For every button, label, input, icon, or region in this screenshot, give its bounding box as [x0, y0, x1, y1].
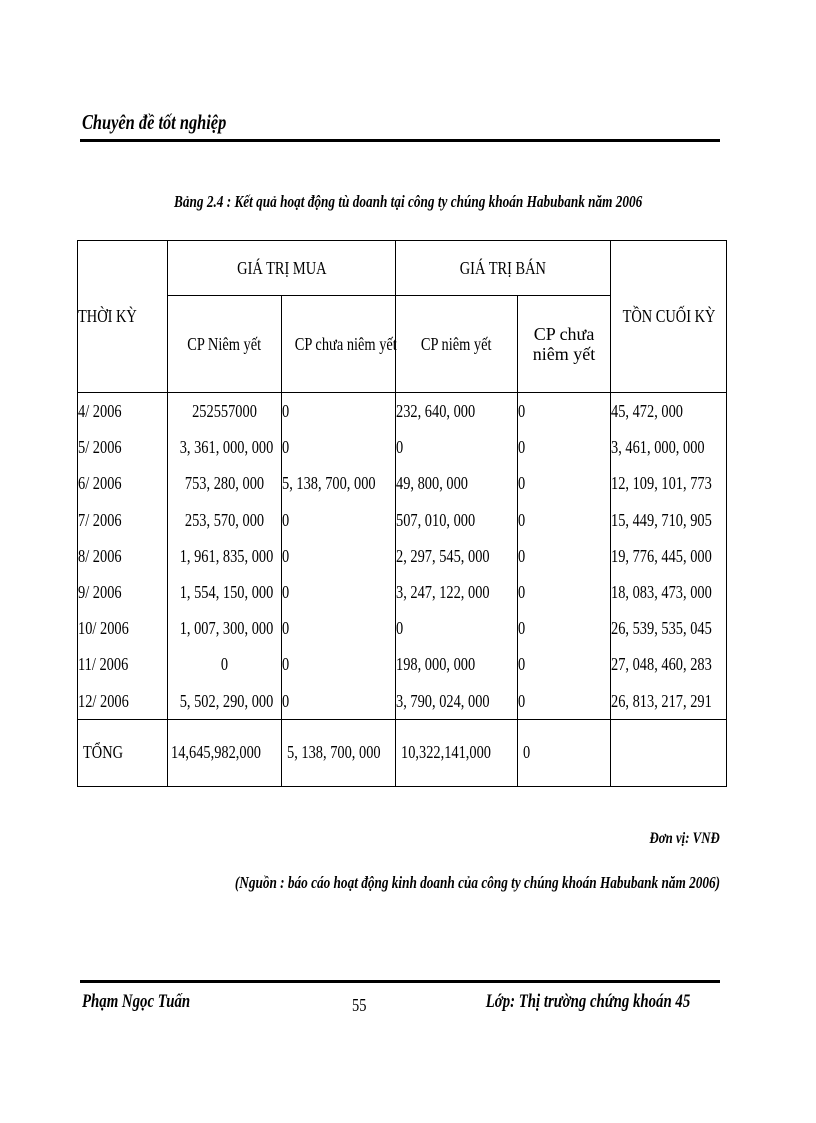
cell-sell-unlisted: 0	[518, 437, 526, 458]
column-buy-unlisted-values	[282, 393, 396, 720]
cell-sell-listed: 507, 010, 000	[396, 509, 476, 530]
cell-buy-unlisted: 0	[282, 401, 290, 421]
cell-sell-listed: 198, 000, 000	[396, 654, 476, 675]
cell-buy-unlisted: 5, 138, 700, 000	[282, 473, 376, 494]
total-buy-listed-text: 14,645,982,000	[171, 742, 261, 763]
cell-sell-unlisted: 0	[518, 581, 526, 602]
total-label	[78, 719, 168, 786]
cell-buy-listed: 1, 007, 300, 000	[179, 618, 274, 639]
table-row	[78, 610, 167, 646]
cell-buy-unlisted: 0	[282, 690, 290, 711]
cell-period: 5/ 2006	[78, 437, 122, 458]
footer-class-text: Lớp: Thị trường chứng khoán 45	[485, 991, 690, 1012]
cell-sell-unlisted: 0	[518, 690, 526, 711]
cell-buy-listed: 3, 361, 000, 000	[179, 437, 274, 458]
cell-buy-listed: 252557000	[192, 401, 257, 421]
cell-period: 8/ 2006	[78, 545, 122, 566]
cell-period: 9/ 2006	[78, 581, 122, 602]
total-end-balance	[611, 719, 727, 786]
total-sell-unlisted	[518, 719, 611, 786]
cell-end-balance: 3, 461, 000, 000	[611, 437, 705, 458]
column-end-balance-values	[611, 393, 727, 720]
cell-period: 12/ 2006	[78, 690, 129, 711]
cell-buy-listed: 0	[220, 654, 229, 675]
header-sell-group-label: GIÁ TRỊ BÁN	[459, 257, 547, 278]
cell-sell-unlisted: 0	[518, 473, 526, 494]
cell-buy-listed: 1, 961, 835, 000	[179, 545, 274, 566]
table-row	[78, 465, 167, 501]
cell-end-balance: 12, 109, 101, 773	[611, 473, 712, 494]
cell-buy-unlisted: 0	[282, 654, 290, 675]
header-end-balance	[611, 241, 727, 393]
header-buy-unlisted-label: CP chưa niêm yết	[294, 334, 397, 354]
page-number: 55	[352, 995, 367, 1015]
header-end-balance-label: TỒN CUỐI KỲ	[622, 306, 716, 326]
cell-sell-listed: 3, 790, 024, 000	[396, 690, 490, 711]
cell-period: 10/ 2006	[78, 618, 129, 639]
header-sell-listed-label: CP niêm yết	[421, 334, 492, 354]
header-period-label: THỜI KỲ	[78, 306, 137, 326]
cell-sell-listed: 232, 640, 000	[396, 401, 476, 421]
proprietary-trading-table	[77, 240, 727, 787]
cell-sell-unlisted: 0	[518, 401, 526, 421]
cell-sell-listed: 0	[396, 618, 404, 639]
cell-sell-listed: 3, 247, 122, 000	[396, 581, 490, 602]
header-buy-listed	[168, 296, 282, 393]
cell-sell-listed: 0	[396, 437, 404, 458]
document-header-title: Chuyên đề tốt nghiệp	[82, 110, 227, 134]
header-sell-group	[396, 241, 611, 296]
cell-buy-listed: 1, 554, 150, 000	[179, 581, 274, 602]
table-row	[78, 502, 167, 538]
total-buy-listed	[168, 719, 282, 786]
table-row	[78, 574, 167, 610]
header-buy-group	[168, 241, 396, 296]
cell-sell-unlisted: 0	[518, 618, 526, 639]
header-sell-listed	[396, 296, 518, 393]
cell-sell-listed: 2, 297, 545, 000	[396, 545, 490, 566]
header-sell-unlisted	[518, 296, 611, 393]
header-divider	[80, 139, 720, 142]
cell-sell-listed: 49, 800, 000	[396, 473, 469, 494]
table-row	[78, 393, 167, 429]
monthly-rows	[78, 393, 727, 720]
cell-end-balance: 26, 813, 217, 291	[611, 690, 712, 711]
cell-buy-listed: 253, 570, 000	[184, 509, 265, 530]
cell-buy-unlisted: 0	[282, 545, 290, 566]
cell-end-balance: 19, 776, 445, 000	[611, 545, 712, 566]
cell-end-balance: 27, 048, 460, 283	[611, 654, 712, 675]
cell-buy-listed: 5, 502, 290, 000	[179, 690, 274, 711]
cell-end-balance: 45, 472, 000	[611, 401, 684, 421]
footer-divider	[80, 980, 720, 983]
total-sell-unlisted-text: 0	[523, 742, 531, 763]
cell-sell-unlisted: 0	[518, 545, 526, 566]
total-buy-unlisted-text: 5, 138, 700, 000	[287, 742, 381, 763]
cell-end-balance: 18, 083, 473, 000	[611, 581, 712, 602]
column-period-values	[78, 393, 168, 720]
cell-end-balance: 26, 539, 535, 045	[611, 618, 712, 639]
table-caption-text: Bảng 2.4 : Kết quả hoạt động tù doanh tại công ty chúng khoán Habubank năm 2006	[173, 192, 643, 211]
table-row	[78, 683, 167, 719]
table-caption	[0, 192, 816, 212]
unit-note	[632, 830, 720, 848]
total-row	[78, 719, 727, 786]
total-sell-listed	[396, 719, 518, 786]
cell-period: 7/ 2006	[78, 509, 122, 530]
cell-buy-unlisted: 0	[282, 581, 290, 602]
header-buy-group-label: GIÁ TRỊ MUA	[236, 257, 327, 278]
source-note	[98, 873, 720, 893]
header-buy-listed-label: CP Niêm yết	[187, 334, 262, 354]
header-buy-unlisted	[282, 296, 396, 393]
header-period	[78, 241, 168, 393]
column-sell-listed-values	[396, 393, 518, 720]
cell-sell-unlisted: 0	[518, 654, 526, 675]
footer-class	[428, 991, 690, 1013]
total-label-text: TỔNG	[83, 742, 123, 763]
table-row	[78, 538, 167, 574]
cell-end-balance: 15, 449, 710, 905	[611, 509, 712, 530]
cell-period: 4/ 2006	[78, 401, 122, 421]
cell-buy-unlisted: 0	[282, 618, 290, 639]
cell-period: 6/ 2006	[78, 473, 122, 494]
cell-buy-listed: 753, 280, 000	[184, 473, 265, 494]
cell-buy-unlisted: 0	[282, 437, 290, 458]
cell-period: 11/ 2006	[78, 654, 129, 675]
footer-author: Phạm Ngọc Tuấn	[82, 991, 191, 1012]
table-row	[78, 646, 167, 682]
cell-buy-unlisted: 0	[282, 509, 290, 530]
unit-note-text: Đơn vị: VNĐ	[649, 830, 720, 847]
column-sell-unlisted-values	[518, 393, 611, 720]
total-sell-listed-text: 10,322,141,000	[401, 742, 492, 763]
header-sell-unlisted-label: CP chưa niêm yết	[532, 324, 596, 364]
column-buy-listed-values	[168, 393, 282, 720]
source-note-text: (Nguồn : báo cáo hoạt động kinh doanh của công ty chúng khoán Habubank năm 2006)	[234, 873, 720, 892]
total-buy-unlisted	[282, 719, 396, 786]
cell-sell-unlisted: 0	[518, 509, 526, 530]
table-row	[78, 429, 167, 465]
